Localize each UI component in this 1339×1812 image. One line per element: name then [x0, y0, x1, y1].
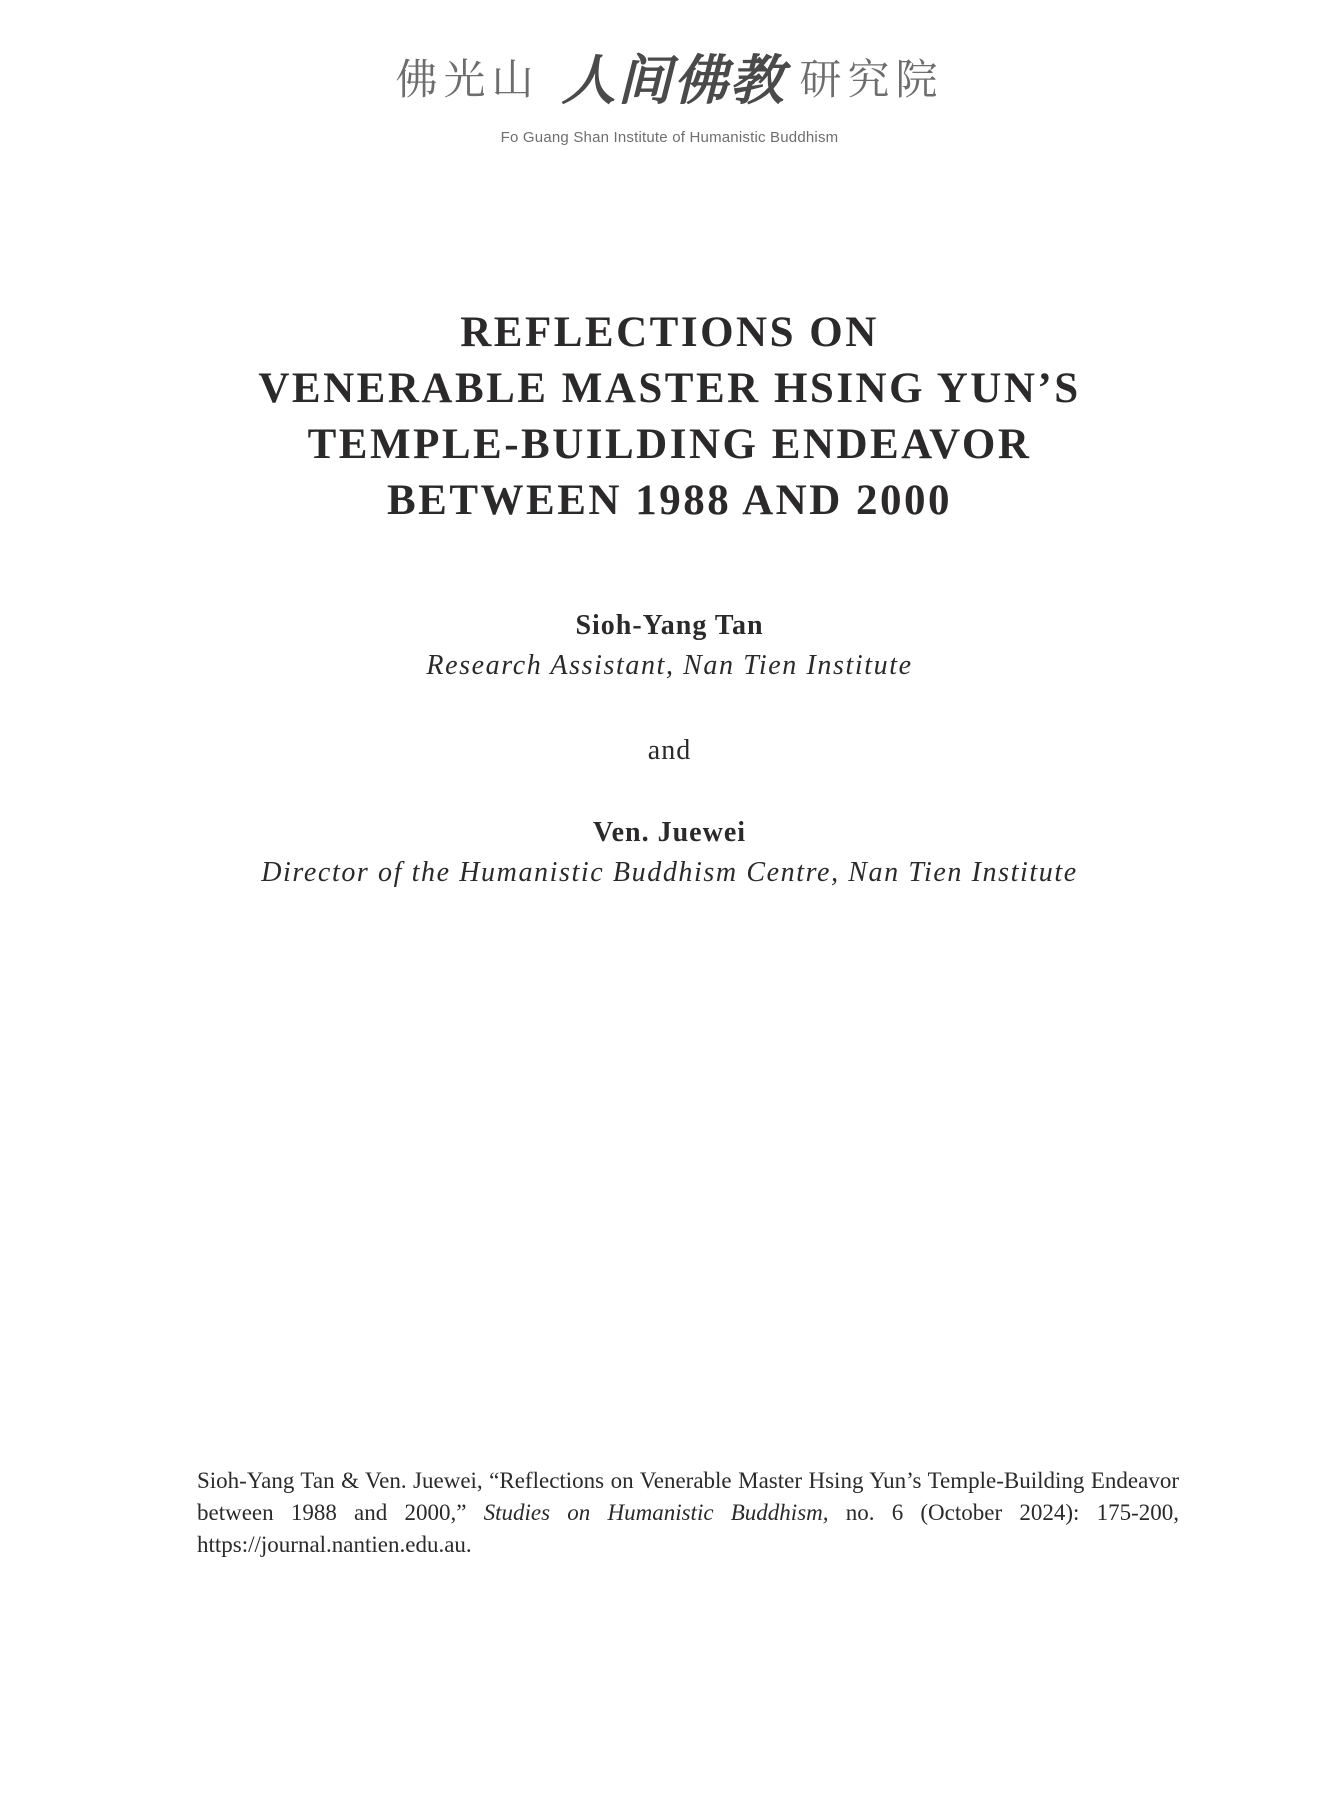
author-name: Sioh-Yang Tan [575, 610, 764, 641]
title-line: TEMPLE-BUILDING ENDEAVOR [307, 421, 1032, 468]
paper-title [0, 305, 1339, 529]
logo-text-right: 研究院 [799, 54, 944, 104]
citation-note [197, 1465, 1179, 1561]
title-line: VENERABLE MASTER HSING YUN’S [258, 365, 1081, 412]
logo-text-left: 佛光山 [395, 54, 540, 104]
author-1 [0, 610, 1339, 682]
citation-suffix: no. 6 (October 2024): 175-200, https://journal.nantien.edu.au. [197, 1500, 1180, 1557]
title-line: REFLECTIONS ON [460, 309, 879, 356]
author-affiliation: Director of the Humanistic Buddhism Centre, Nan Tien Institute [261, 857, 1078, 888]
citation-prefix: Sioh-Yang Tan & Ven. Juewei, “Reflections on Venerable Master Hsing Yun’s Temple-Building Endeavor between 1988 and 2000,” [197, 1468, 1179, 1525]
author-conjunction: and [647, 735, 692, 766]
title-line: BETWEEN 1988 AND 2000 [387, 477, 952, 524]
institute-name: Fo Guang Shan Institute of Humanistic Buddhism [500, 129, 839, 146]
author-2 [0, 817, 1339, 889]
citation-journal: Studies on Humanistic Buddhism, [483, 1500, 829, 1525]
author-affiliation: Research Assistant, Nan Tien Institute [426, 650, 913, 681]
author-name: Ven. Juewei [592, 817, 747, 848]
logo-text-calligraphy: 人间佛教 [561, 48, 786, 112]
institute-logo [395, 38, 943, 115]
institute-header [0, 38, 1339, 146]
